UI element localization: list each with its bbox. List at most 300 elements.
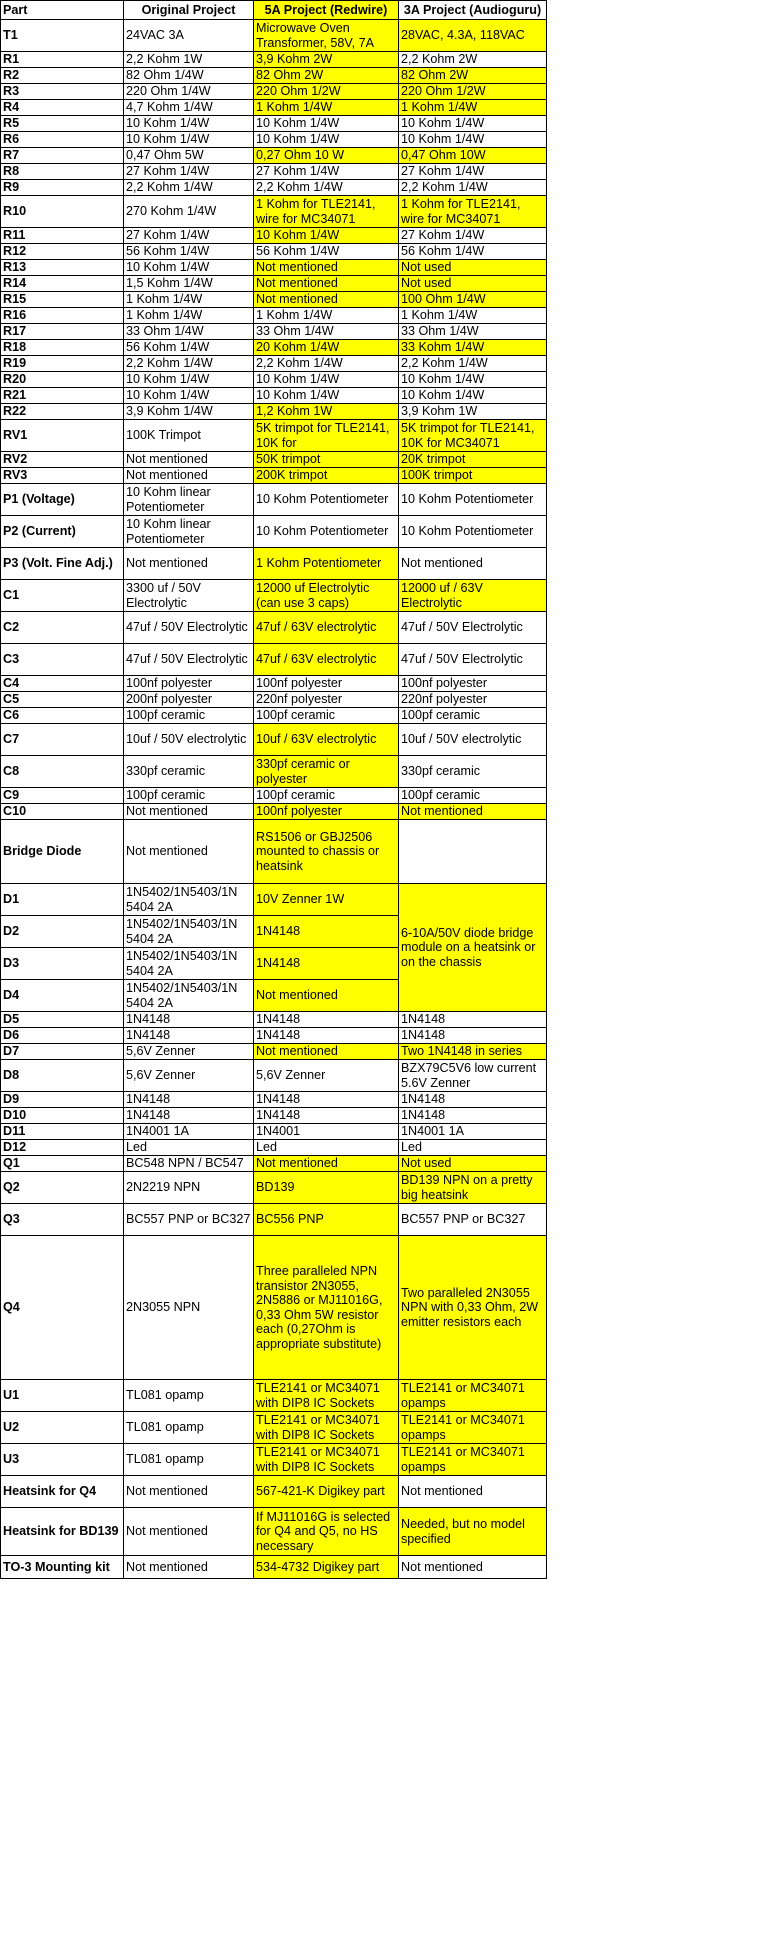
cell-original: 56 Kohm 1/4W	[124, 340, 254, 356]
table-row	[1, 1172, 547, 1204]
cell-redwire-5a: 1N4148	[254, 1092, 399, 1108]
cell-audioguru-3a: 1 Kohm 1/4W	[399, 100, 547, 116]
cell-audioguru-3a: 47uf / 50V Electrolytic	[399, 644, 547, 676]
cell-audioguru-3a: Not used	[399, 276, 547, 292]
cell-original: 10 Kohm 1/4W	[124, 388, 254, 404]
table-row	[1, 788, 547, 804]
cell-redwire-5a: 1N4001	[254, 1124, 399, 1140]
cell-audioguru-3a: TLE2141 or MC34071 opamps	[399, 1444, 547, 1476]
cell-original: Not mentioned	[124, 452, 254, 468]
table-row	[1, 52, 547, 68]
cell-audioguru-3a: 1N4001 1A	[399, 1124, 547, 1140]
cell-part: D11	[1, 1124, 124, 1140]
cell-redwire-5a: 1 Kohm for TLE2141, wire for MC34071	[254, 196, 399, 228]
cell-original: Not mentioned	[124, 804, 254, 820]
cell-original: BC548 NPN / BC547	[124, 1156, 254, 1172]
cell-redwire-5a: BD139	[254, 1172, 399, 1204]
cell-original: 100nf polyester	[124, 676, 254, 692]
cell-audioguru-3a: 100nf polyester	[399, 676, 547, 692]
cell-audioguru-3a: 10 Kohm 1/4W	[399, 372, 547, 388]
cell-part: U3	[1, 1444, 124, 1476]
cell-part: D1	[1, 884, 124, 916]
table-row	[1, 404, 547, 420]
cell-audioguru-3a: 330pf ceramic	[399, 756, 547, 788]
cell-part: Q4	[1, 1236, 124, 1380]
cell-original: 1N4148	[124, 1012, 254, 1028]
cell-redwire-5a: Microwave Oven Transformer, 58V, 7A	[254, 20, 399, 52]
cell-original: Led	[124, 1140, 254, 1156]
cell-audioguru-3a: Led	[399, 1140, 547, 1156]
cell-original: 10 Kohm 1/4W	[124, 116, 254, 132]
cell-redwire-5a: 2,2 Kohm 1/4W	[254, 180, 399, 196]
cell-redwire-5a: 1,2 Kohm 1W	[254, 404, 399, 420]
cell-audioguru-3a: 1N4148	[399, 1012, 547, 1028]
cell-audioguru-3a: 2,2 Kohm 1/4W	[399, 356, 547, 372]
cell-original: Not mentioned	[124, 820, 254, 884]
cell-original: 24VAC 3A	[124, 20, 254, 52]
cell-original: TL081 opamp	[124, 1380, 254, 1412]
table-row	[1, 1028, 547, 1044]
cell-part: D5	[1, 1012, 124, 1028]
cell-part: R18	[1, 340, 124, 356]
cell-original: 200nf polyester	[124, 692, 254, 708]
table-row	[1, 228, 547, 244]
cell-redwire-5a: 100nf polyester	[254, 804, 399, 820]
cell-redwire-5a: Not mentioned	[254, 276, 399, 292]
cell-audioguru-3a: BZX79C5V6 low current 5.6V Zenner	[399, 1060, 547, 1092]
cell-part: R8	[1, 164, 124, 180]
cell-audioguru-3a: 10 Kohm 1/4W	[399, 388, 547, 404]
table-row	[1, 1476, 547, 1508]
table-row	[1, 1412, 547, 1444]
cell-audioguru-3a: 1N4148	[399, 1028, 547, 1044]
table-row	[1, 292, 547, 308]
cell-redwire-5a: 47uf / 63V electrolytic	[254, 612, 399, 644]
cell-redwire-5a: 220 Ohm 1/2W	[254, 84, 399, 100]
table-row	[1, 692, 547, 708]
cell-audioguru-3a: Not mentioned	[399, 804, 547, 820]
cell-redwire-5a: 20 Kohm 1/4W	[254, 340, 399, 356]
cell-part: R15	[1, 292, 124, 308]
cell-audioguru-3a: Not used	[399, 1156, 547, 1172]
cell-audioguru-3a: 27 Kohm 1/4W	[399, 164, 547, 180]
cell-redwire-5a: 330pf ceramic or polyester	[254, 756, 399, 788]
cell-original: 5,6V Zenner	[124, 1060, 254, 1092]
cell-original: 2,2 Kohm 1/4W	[124, 356, 254, 372]
cell-audioguru-3a: 3,9 Kohm 1W	[399, 404, 547, 420]
cell-part: C10	[1, 804, 124, 820]
cell-audioguru-3a: 82 Ohm 2W	[399, 68, 547, 84]
cell-audioguru-3a: BC557 PNP or BC327	[399, 1204, 547, 1236]
table-row	[1, 820, 547, 884]
cell-part: D2	[1, 916, 124, 948]
cell-audioguru-3a: 5K trimpot for TLE2141, 10K for MC34071	[399, 420, 547, 452]
cell-original: 220 Ohm 1/4W	[124, 84, 254, 100]
cell-part: R10	[1, 196, 124, 228]
cell-audioguru-3a: 1N4148	[399, 1108, 547, 1124]
cell-audioguru-3a: Two 1N4148 in series	[399, 1044, 547, 1060]
table-row	[1, 1092, 547, 1108]
cell-audioguru-3a: 27 Kohm 1/4W	[399, 228, 547, 244]
cell-redwire-5a: RS1506 or GBJ2506 mounted to chassis or heatsink	[254, 820, 399, 884]
table-row	[1, 324, 547, 340]
cell-redwire-5a: 5,6V Zenner	[254, 1060, 399, 1092]
cell-original: Not mentioned	[124, 548, 254, 580]
cell-redwire-5a: 567-421-K Digikey part	[254, 1476, 399, 1508]
cell-original: 2N3055 NPN	[124, 1236, 254, 1380]
cell-original: 10 Kohm 1/4W	[124, 372, 254, 388]
table-row	[1, 308, 547, 324]
cell-part: P2 (Current)	[1, 516, 124, 548]
cell-original: 1 Kohm 1/4W	[124, 292, 254, 308]
table-row	[1, 548, 547, 580]
table-row	[1, 724, 547, 756]
cell-original: 56 Kohm 1/4W	[124, 244, 254, 260]
cell-original: TL081 opamp	[124, 1412, 254, 1444]
cell-audioguru-3a: 2,2 Kohm 2W	[399, 52, 547, 68]
cell-original: 270 Kohm 1/4W	[124, 196, 254, 228]
cell-redwire-5a: 82 Ohm 2W	[254, 68, 399, 84]
cell-part: D6	[1, 1028, 124, 1044]
table-row	[1, 244, 547, 260]
cell-audioguru-3a: 1N4148	[399, 1092, 547, 1108]
cell-audioguru-3a: 20K trimpot	[399, 452, 547, 468]
cell-audioguru-3a: 56 Kohm 1/4W	[399, 244, 547, 260]
table-row	[1, 1156, 547, 1172]
table-row	[1, 708, 547, 724]
cell-redwire-5a: 33 Ohm 1/4W	[254, 324, 399, 340]
cell-original: 47uf / 50V Electrolytic	[124, 612, 254, 644]
cell-redwire-5a: Led	[254, 1140, 399, 1156]
cell-redwire-5a: 200K trimpot	[254, 468, 399, 484]
table-row	[1, 116, 547, 132]
table-row	[1, 580, 547, 612]
cell-original: 330pf ceramic	[124, 756, 254, 788]
cell-original: 1N5402/1N5403/1N 5404 2A	[124, 916, 254, 948]
cell-part: C4	[1, 676, 124, 692]
cell-redwire-5a: 2,2 Kohm 1/4W	[254, 356, 399, 372]
cell-audioguru-3a: Two paralleled 2N3055 NPN with 0,33 Ohm, 2W emitter resistors each	[399, 1236, 547, 1380]
cell-part: D4	[1, 980, 124, 1012]
cell-redwire-5a: 1 Kohm Potentiometer	[254, 548, 399, 580]
table-row	[1, 164, 547, 180]
cell-original: 1N4148	[124, 1108, 254, 1124]
table-row	[1, 100, 547, 116]
cell-audioguru-3a: 1 Kohm 1/4W	[399, 308, 547, 324]
table-row	[1, 484, 547, 516]
cell-redwire-5a: 50K trimpot	[254, 452, 399, 468]
cell-original: BC557 PNP or BC327	[124, 1204, 254, 1236]
cell-part: Heatsink for BD139	[1, 1508, 124, 1556]
cell-part: C7	[1, 724, 124, 756]
cell-audioguru-3a: TLE2141 or MC34071 opamps	[399, 1380, 547, 1412]
header-3a-project: 3A Project (Audioguru)	[399, 1, 547, 20]
cell-original: 1N5402/1N5403/1N 5404 2A	[124, 948, 254, 980]
table-row	[1, 1044, 547, 1060]
cell-original: 100pf ceramic	[124, 788, 254, 804]
cell-original: 5,6V Zenner	[124, 1044, 254, 1060]
cell-redwire-5a: 10 Kohm Potentiometer	[254, 484, 399, 516]
cell-original: 27 Kohm 1/4W	[124, 164, 254, 180]
cell-audioguru-3a: 100 Ohm 1/4W	[399, 292, 547, 308]
cell-redwire-5a: Not mentioned	[254, 1044, 399, 1060]
cell-part: R11	[1, 228, 124, 244]
cell-redwire-5a: 10 Kohm 1/4W	[254, 132, 399, 148]
cell-redwire-5a: 47uf / 63V electrolytic	[254, 644, 399, 676]
cell-part: C8	[1, 756, 124, 788]
table-row	[1, 1060, 547, 1092]
cell-audioguru-3a: 33 Ohm 1/4W	[399, 324, 547, 340]
cell-redwire-5a: BC556 PNP	[254, 1204, 399, 1236]
cell-part: C5	[1, 692, 124, 708]
cell-original: 10 Kohm linear Potentiometer	[124, 516, 254, 548]
cell-redwire-5a: 1N4148	[254, 948, 399, 980]
cell-part: D10	[1, 1108, 124, 1124]
cell-part: R12	[1, 244, 124, 260]
table-row	[1, 20, 547, 52]
cell-part: C6	[1, 708, 124, 724]
table-row	[1, 148, 547, 164]
cell-redwire-5a: Not mentioned	[254, 260, 399, 276]
table-row	[1, 84, 547, 100]
cell-audioguru-3a: 10 Kohm Potentiometer	[399, 516, 547, 548]
cell-redwire-5a: 100pf ceramic	[254, 708, 399, 724]
table-row	[1, 132, 547, 148]
cell-original: Not mentioned	[124, 1508, 254, 1556]
cell-redwire-5a: Not mentioned	[254, 1156, 399, 1172]
header-part: Part	[1, 1, 124, 20]
cell-audioguru-3a: 0,47 Ohm 10W	[399, 148, 547, 164]
table-row	[1, 1012, 547, 1028]
cell-part: R21	[1, 388, 124, 404]
cell-audioguru-3a: BD139 NPN on a pretty big heatsink	[399, 1172, 547, 1204]
cell-redwire-5a: 1 Kohm 1/4W	[254, 100, 399, 116]
table-row	[1, 372, 547, 388]
table-row	[1, 1204, 547, 1236]
cell-original: 100K Trimpot	[124, 420, 254, 452]
cell-audioguru-3a: Not used	[399, 260, 547, 276]
cell-original: 3,9 Kohm 1/4W	[124, 404, 254, 420]
cell-original: 100pf ceramic	[124, 708, 254, 724]
cell-audioguru-3a: 1 Kohm for TLE2141, wire for MC34071	[399, 196, 547, 228]
cell-redwire-5a: 10 Kohm 1/4W	[254, 228, 399, 244]
table-row	[1, 756, 547, 788]
table-row	[1, 1108, 547, 1124]
cell-redwire-5a: 100pf ceramic	[254, 788, 399, 804]
header-original-project: Original Project	[124, 1, 254, 20]
cell-part: R13	[1, 260, 124, 276]
cell-original: 33 Ohm 1/4W	[124, 324, 254, 340]
table-row	[1, 1444, 547, 1476]
cell-part: C1	[1, 580, 124, 612]
cell-redwire-5a: 10 Kohm Potentiometer	[254, 516, 399, 548]
cell-audioguru-3a: 10 Kohm Potentiometer	[399, 484, 547, 516]
cell-audioguru-3a: Not mentioned	[399, 1556, 547, 1579]
cell-part: Q3	[1, 1204, 124, 1236]
header-5a-project: 5A Project (Redwire)	[254, 1, 399, 20]
cell-part: Bridge Diode	[1, 820, 124, 884]
cell-redwire-5a: 10 Kohm 1/4W	[254, 116, 399, 132]
cell-original: Not mentioned	[124, 1476, 254, 1508]
cell-original: 1N5402/1N5403/1N 5404 2A	[124, 884, 254, 916]
cell-audioguru-3a: Needed, but no model specified	[399, 1508, 547, 1556]
cell-part: R2	[1, 68, 124, 84]
cell-audioguru-3a: 220 Ohm 1/2W	[399, 84, 547, 100]
cell-redwire-5a: 12000 uf Electrolytic (can use 3 caps)	[254, 580, 399, 612]
cell-part: U2	[1, 1412, 124, 1444]
table-row	[1, 612, 547, 644]
cell-part: R7	[1, 148, 124, 164]
table-row	[1, 804, 547, 820]
table-row	[1, 516, 547, 548]
cell-original: 4,7 Kohm 1/4W	[124, 100, 254, 116]
cell-redwire-5a: 1 Kohm 1/4W	[254, 308, 399, 324]
table-row	[1, 68, 547, 84]
cell-original: 1N5402/1N5403/1N 5404 2A	[124, 980, 254, 1012]
table-row	[1, 884, 547, 916]
cell-redwire-5a: 1N4148	[254, 1108, 399, 1124]
cell-original: 1 Kohm 1/4W	[124, 308, 254, 324]
cell-audioguru-3a: 10uf / 50V electrolytic	[399, 724, 547, 756]
cell-original: TL081 opamp	[124, 1444, 254, 1476]
cell-original: 0,47 Ohm 5W	[124, 148, 254, 164]
table-row	[1, 452, 547, 468]
cell-redwire-5a: TLE2141 or MC34071 with DIP8 IC Sockets	[254, 1380, 399, 1412]
cell-original: 1,5 Kohm 1/4W	[124, 276, 254, 292]
table-row	[1, 356, 547, 372]
cell-audioguru-3a: 220nf polyester	[399, 692, 547, 708]
cell-audioguru-3a: 33 Kohm 1/4W	[399, 340, 547, 356]
cell-audioguru-3a	[399, 820, 547, 884]
cell-original: Not mentioned	[124, 1556, 254, 1579]
cell-part: P1 (Voltage)	[1, 484, 124, 516]
table-row	[1, 1140, 547, 1156]
cell-original: 3300 uf / 50V Electrolytic	[124, 580, 254, 612]
table-row	[1, 1508, 547, 1556]
cell-original: 47uf / 50V Electrolytic	[124, 644, 254, 676]
table-row	[1, 276, 547, 292]
table-row	[1, 180, 547, 196]
cell-redwire-5a: 220nf polyester	[254, 692, 399, 708]
table-row	[1, 196, 547, 228]
cell-original: 2N2219 NPN	[124, 1172, 254, 1204]
cell-part: D9	[1, 1092, 124, 1108]
cell-original: 1N4148	[124, 1028, 254, 1044]
cell-redwire-5a: 5K trimpot for TLE2141, 10K for	[254, 420, 399, 452]
table-row	[1, 1236, 547, 1380]
cell-original: 1N4001 1A	[124, 1124, 254, 1140]
cell-part: R1	[1, 52, 124, 68]
cell-redwire-5a: 10V Zenner 1W	[254, 884, 399, 916]
cell-part: T1	[1, 20, 124, 52]
cell-part: R17	[1, 324, 124, 340]
cell-redwire-5a: 1N4148	[254, 916, 399, 948]
cell-original: 2,2 Kohm 1W	[124, 52, 254, 68]
cell-part: R16	[1, 308, 124, 324]
cell-original: 27 Kohm 1/4W	[124, 228, 254, 244]
table-header-row	[1, 1, 547, 20]
cell-part: D7	[1, 1044, 124, 1060]
cell-audioguru-3a: Not mentioned	[399, 548, 547, 580]
cell-redwire-5a: If MJ11016G is selected for Q4 and Q5, no HS necessary	[254, 1508, 399, 1556]
cell-part: D12	[1, 1140, 124, 1156]
cell-redwire-5a: TLE2141 or MC34071 with DIP8 IC Sockets	[254, 1444, 399, 1476]
cell-part: TO-3 Mounting kit	[1, 1556, 124, 1579]
cell-part: D3	[1, 948, 124, 980]
cell-part: R3	[1, 84, 124, 100]
cell-audioguru-3a: 100K trimpot	[399, 468, 547, 484]
cell-redwire-5a: Three paralleled NPN transistor 2N3055, 2N5886 or MJ11016G, 0,33 Ohm 5W resistor each (0,27Ohm is appropriate substitute)	[254, 1236, 399, 1380]
cell-original: Not mentioned	[124, 468, 254, 484]
cell-audioguru-3a: 12000 uf / 63V Electrolytic	[399, 580, 547, 612]
cell-part: R6	[1, 132, 124, 148]
cell-part: Q1	[1, 1156, 124, 1172]
cell-part: R14	[1, 276, 124, 292]
cell-redwire-5a: TLE2141 or MC34071 with DIP8 IC Sockets	[254, 1412, 399, 1444]
cell-part: R9	[1, 180, 124, 196]
cell-audioguru-3a: 10 Kohm 1/4W	[399, 132, 547, 148]
cell-part: R20	[1, 372, 124, 388]
cell-redwire-5a: 10 Kohm 1/4W	[254, 388, 399, 404]
table-row	[1, 260, 547, 276]
table-row	[1, 1380, 547, 1412]
table-row	[1, 676, 547, 692]
cell-part: RV1	[1, 420, 124, 452]
table-row	[1, 644, 547, 676]
cell-redwire-5a: Not mentioned	[254, 980, 399, 1012]
cell-audioguru-3a: 47uf / 50V Electrolytic	[399, 612, 547, 644]
table-row	[1, 1556, 547, 1579]
cell-part: R5	[1, 116, 124, 132]
table-row	[1, 1124, 547, 1140]
cell-audioguru-3a: 6-10A/50V diode bridge module on a heatsink or on the chassis	[399, 884, 547, 1012]
cell-redwire-5a: Not mentioned	[254, 292, 399, 308]
cell-part: P3 (Volt. Fine Adj.)	[1, 548, 124, 580]
cell-original: 82 Ohm 1/4W	[124, 68, 254, 84]
cell-redwire-5a: 534-4732 Digikey part	[254, 1556, 399, 1579]
table-row	[1, 340, 547, 356]
cell-part: C9	[1, 788, 124, 804]
cell-audioguru-3a: 2,2 Kohm 1/4W	[399, 180, 547, 196]
cell-part: R19	[1, 356, 124, 372]
cell-redwire-5a: 1N4148	[254, 1028, 399, 1044]
cell-part: C3	[1, 644, 124, 676]
table-row	[1, 388, 547, 404]
cell-redwire-5a: 0,27 Ohm 10 W	[254, 148, 399, 164]
cell-audioguru-3a: TLE2141 or MC34071 opamps	[399, 1412, 547, 1444]
cell-redwire-5a: 27 Kohm 1/4W	[254, 164, 399, 180]
cell-redwire-5a: 10 Kohm 1/4W	[254, 372, 399, 388]
cell-audioguru-3a: 100pf ceramic	[399, 788, 547, 804]
cell-audioguru-3a: 100pf ceramic	[399, 708, 547, 724]
cell-part: C2	[1, 612, 124, 644]
cell-original: 1N4148	[124, 1092, 254, 1108]
cell-redwire-5a: 100nf polyester	[254, 676, 399, 692]
cell-redwire-5a: 56 Kohm 1/4W	[254, 244, 399, 260]
cell-redwire-5a: 10uf / 63V electrolytic	[254, 724, 399, 756]
cell-part: R4	[1, 100, 124, 116]
cell-original: 10 Kohm 1/4W	[124, 260, 254, 276]
cell-part: RV2	[1, 452, 124, 468]
table-row	[1, 468, 547, 484]
cell-redwire-5a: 3,9 Kohm 2W	[254, 52, 399, 68]
cell-redwire-5a: 1N4148	[254, 1012, 399, 1028]
cell-original: 10uf / 50V electrolytic	[124, 724, 254, 756]
cell-audioguru-3a: 10 Kohm 1/4W	[399, 116, 547, 132]
cell-part: Q2	[1, 1172, 124, 1204]
cell-part: U1	[1, 1380, 124, 1412]
cell-audioguru-3a: Not mentioned	[399, 1476, 547, 1508]
